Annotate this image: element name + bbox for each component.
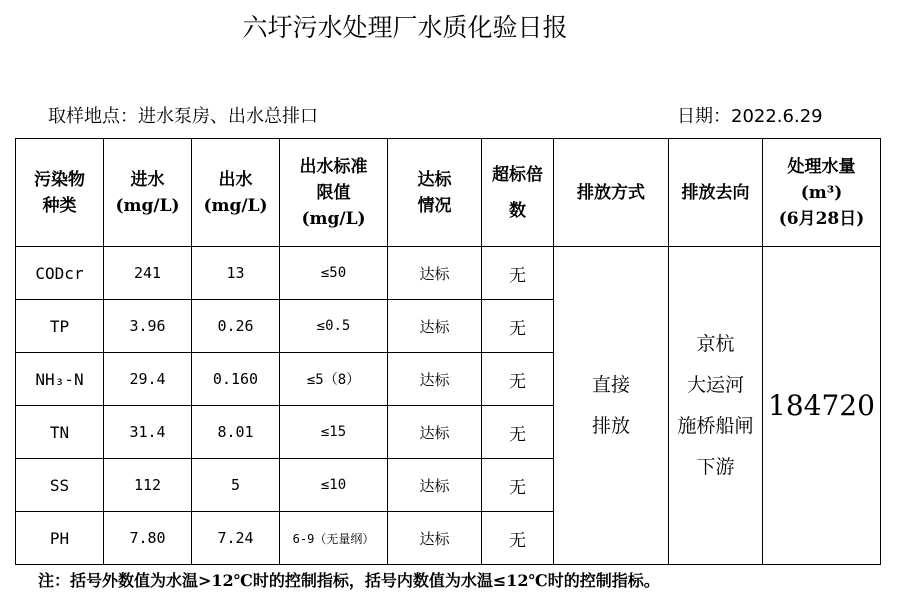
row-exceed: 无 bbox=[482, 300, 554, 353]
row-standard: ≤5（8） bbox=[280, 353, 388, 406]
row-standard: ≤15 bbox=[280, 406, 388, 459]
row-influent: 31.4 bbox=[104, 406, 192, 459]
discharge-destination-cell: 京杭 大运河 施桥船闸 下游 bbox=[669, 247, 763, 565]
row-exceed: 无 bbox=[482, 406, 554, 459]
row-compliance: 达标 bbox=[388, 300, 482, 353]
row-exceed: 无 bbox=[482, 353, 554, 406]
row-compliance: 达标 bbox=[388, 247, 482, 300]
row-exceed: 无 bbox=[482, 247, 554, 300]
row-compliance: 达标 bbox=[388, 406, 482, 459]
row-standard: ≤0.5 bbox=[280, 300, 388, 353]
sampling-location: 取样地点：进水泵房、出水总排口 bbox=[48, 106, 318, 127]
row-item: SS bbox=[16, 459, 104, 512]
footnote: 注：括号外数值为水温>12℃时的控制指标，括号内数值为水温≤12℃时的控制指标。 bbox=[38, 571, 660, 590]
report-title: 六圩污水处理厂水质化验日报 bbox=[242, 13, 568, 42]
header-discharge-method: 排放方式 bbox=[554, 139, 669, 247]
treated-volume-cell: 184720 bbox=[763, 247, 881, 565]
row-compliance: 达标 bbox=[388, 353, 482, 406]
report-date: 日期：2022.6.29 bbox=[677, 106, 823, 127]
header-effluent: 出水 (mg/L) bbox=[192, 139, 280, 247]
row-item: NH₃-N bbox=[16, 353, 104, 406]
row-effluent: 0.160 bbox=[192, 353, 280, 406]
row-exceed: 无 bbox=[482, 512, 554, 565]
row-compliance: 达标 bbox=[388, 459, 482, 512]
row-effluent: 7.24 bbox=[192, 512, 280, 565]
header-row bbox=[16, 139, 881, 247]
discharge-method-cell: 直接 排放 bbox=[554, 247, 669, 565]
row-standard: ≤10 bbox=[280, 459, 388, 512]
row-influent: 29.4 bbox=[104, 353, 192, 406]
row-item: CODcr bbox=[16, 247, 104, 300]
row-effluent: 0.26 bbox=[192, 300, 280, 353]
row-item: TP bbox=[16, 300, 104, 353]
row-influent: 7.80 bbox=[104, 512, 192, 565]
row-exceed: 无 bbox=[482, 459, 554, 512]
row-standard: 6-9（无量纲） bbox=[280, 512, 388, 565]
row-standard: ≤50 bbox=[280, 247, 388, 300]
table-row bbox=[16, 247, 881, 300]
row-item: PH bbox=[16, 512, 104, 565]
row-influent: 112 bbox=[104, 459, 192, 512]
row-effluent: 8.01 bbox=[192, 406, 280, 459]
row-influent: 241 bbox=[104, 247, 192, 300]
water-quality-table bbox=[15, 138, 881, 565]
header-standard: 出水标准 限值 (mg/L) bbox=[280, 139, 388, 247]
header-pollutant: 污染物 种类 bbox=[16, 139, 104, 247]
row-item: TN bbox=[16, 406, 104, 459]
row-influent: 3.96 bbox=[104, 300, 192, 353]
row-effluent: 5 bbox=[192, 459, 280, 512]
row-compliance: 达标 bbox=[388, 512, 482, 565]
header-discharge-destination: 排放去向 bbox=[669, 139, 763, 247]
header-influent: 进水 (mg/L) bbox=[104, 139, 192, 247]
header-compliance: 达标 情况 bbox=[388, 139, 482, 247]
row-effluent: 13 bbox=[192, 247, 280, 300]
header-volume: 处理水量 (m³) (6月28日) bbox=[763, 139, 881, 247]
header-exceed: 超标倍 数 bbox=[482, 139, 554, 247]
